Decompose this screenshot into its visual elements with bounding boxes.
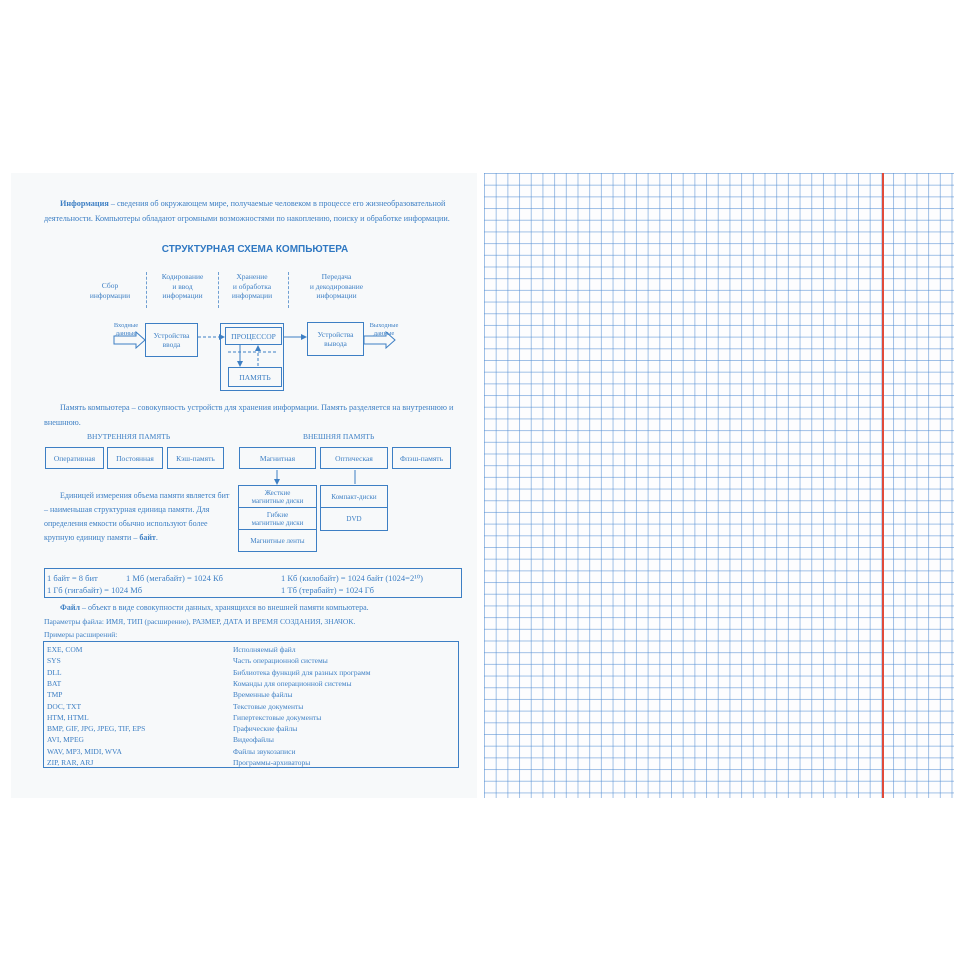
unit-megabyte: 1 Мб (мегабайт) = 1024 Кб (126, 573, 223, 583)
extension-name: AVI, MPEG (47, 735, 84, 745)
extension-name: EXE, COM (47, 645, 83, 654)
external-item-magnetic: Магнитная (239, 447, 316, 469)
external-item-optical: Оптическая (320, 447, 388, 469)
file-definition (60, 603, 369, 613)
intro-term: Информация (60, 199, 109, 208)
extension-description: Часть операционной системы (233, 656, 328, 666)
extension-name: BAT (47, 678, 62, 688)
unit-gigabyte: 1 Гб (гигабайт) = 1024 Мб (47, 585, 143, 595)
memory-paragraph: Память компьютера – совокупность устройств для хранения информации. Память разделяется на внутреннюю и внешнюю. (44, 403, 454, 427)
extension-description: Гипертекстовые документы (233, 712, 322, 722)
file-term: Файл (60, 603, 80, 612)
extension-description: Программы-архиваторы (233, 758, 311, 767)
internal-item-ram: Оперативная (45, 447, 104, 469)
extension-description: Временные файлы (233, 690, 293, 700)
magnetic-floppy-disks: Гибкие магнитные диски (239, 508, 316, 530)
extension-name: SYS (47, 656, 61, 666)
output-device-box: Устройства вывода (307, 322, 364, 356)
extension-description: Исполняемый файл (233, 645, 296, 654)
extension-name: TMP (47, 690, 63, 700)
internal-item-rom: Постоянная (107, 447, 163, 469)
file-examples-label: Примеры расширений: (44, 630, 118, 639)
extension-description: Файлы звукозаписи (233, 746, 296, 756)
unit-paragraph (44, 489, 232, 545)
input-device-box: Устройства ввода (145, 323, 198, 357)
extension-description: Команды для операционной системы (233, 678, 352, 688)
magnetic-hard-disks: Жесткие магнитные диски (239, 486, 316, 508)
optical-dvd: DVD (346, 515, 362, 523)
external-item-flash: Флэш-память (392, 447, 451, 469)
extension-description: Графические файлы (233, 724, 298, 734)
stage-encode: Кодирование и ввод информации (161, 272, 204, 300)
file-params-caps: ИМЯ, ТИП (расширение), РАЗМЕР, ДАТА И ВРЕМЯ СОЗДАНИЯ, ЗНАЧОК. (105, 617, 356, 626)
stage-transfer: Передача и декодирование информации (309, 272, 364, 300)
stage-store: Хранение и обработка информации (231, 272, 273, 300)
unit-paragraph-text: Единицей измерения объема памяти является бит – наименьшая структурная единица памяти. Для определения емкости обычно используют более крупную единицу памяти – (44, 491, 230, 542)
stage-collect: Сбор информации (89, 281, 131, 300)
intro-rest: – сведения об окружающем мире, получаемые человеком в процессе его жизнеобразовательной деятельности. Компьютеры обладают огромными возможностями по накоплению, поиску и обработке информации. (44, 199, 450, 223)
extension-description: Библиотека функций для разных программ (233, 667, 371, 677)
magnetic-tapes: Магнитные ленты (250, 537, 305, 545)
extension-name: DOC, TXT (47, 701, 82, 711)
unit-paragraph-end: . (155, 533, 158, 542)
extension-name: WAV, MP3, MIDI, WVA (47, 746, 122, 756)
external-memory-title: ВНЕШНЯЯ ПАМЯТЬ (303, 432, 375, 441)
unit-kilobyte: 1 Кб (килобайт) = 1024 байт (1024=2¹⁰) (281, 573, 424, 583)
internal-item-cache: Кэш-память (167, 447, 224, 469)
extension-name: DLL (47, 667, 62, 677)
scheme-title: СТРУКТУРНАЯ СХЕМА КОМПЬЮТЕРА (161, 244, 349, 255)
unit-terabyte: 1 Тб (терабайт) = 1024 Гб (281, 585, 374, 595)
magnetic-types-box (238, 485, 317, 552)
input-data-label: Входные данные (113, 322, 139, 337)
file-params-prefix: Параметры файла: (44, 617, 106, 626)
optical-types-box (320, 485, 388, 531)
file-def: – объект в виде совокупности данных, хранящихся во внешней памяти компьютера. (79, 603, 369, 612)
extension-description: Видеофайлы (233, 735, 274, 745)
output-data-label: Выходные данные (369, 322, 399, 337)
processor-box: ПРОЦЕССОР (225, 327, 282, 345)
optical-cd: Компакт-диски (321, 486, 387, 508)
extension-name: HTM, HTML (47, 712, 89, 722)
unit-paragraph-byte: байт (139, 533, 156, 542)
extension-name: ZIP, RAR, ARJ (47, 758, 94, 767)
unit-byte: 1 байт = 8 бит (47, 573, 98, 583)
memory-box: ПАМЯТЬ (228, 367, 282, 387)
extension-description: Текстовые документы (233, 701, 304, 711)
internal-memory-title: ВНУТРЕННЯЯ ПАМЯТЬ (87, 432, 171, 441)
extension-name: BMP, GIF, JPG, JPEG, TIF, EPS (47, 724, 146, 734)
file-params (44, 617, 355, 627)
